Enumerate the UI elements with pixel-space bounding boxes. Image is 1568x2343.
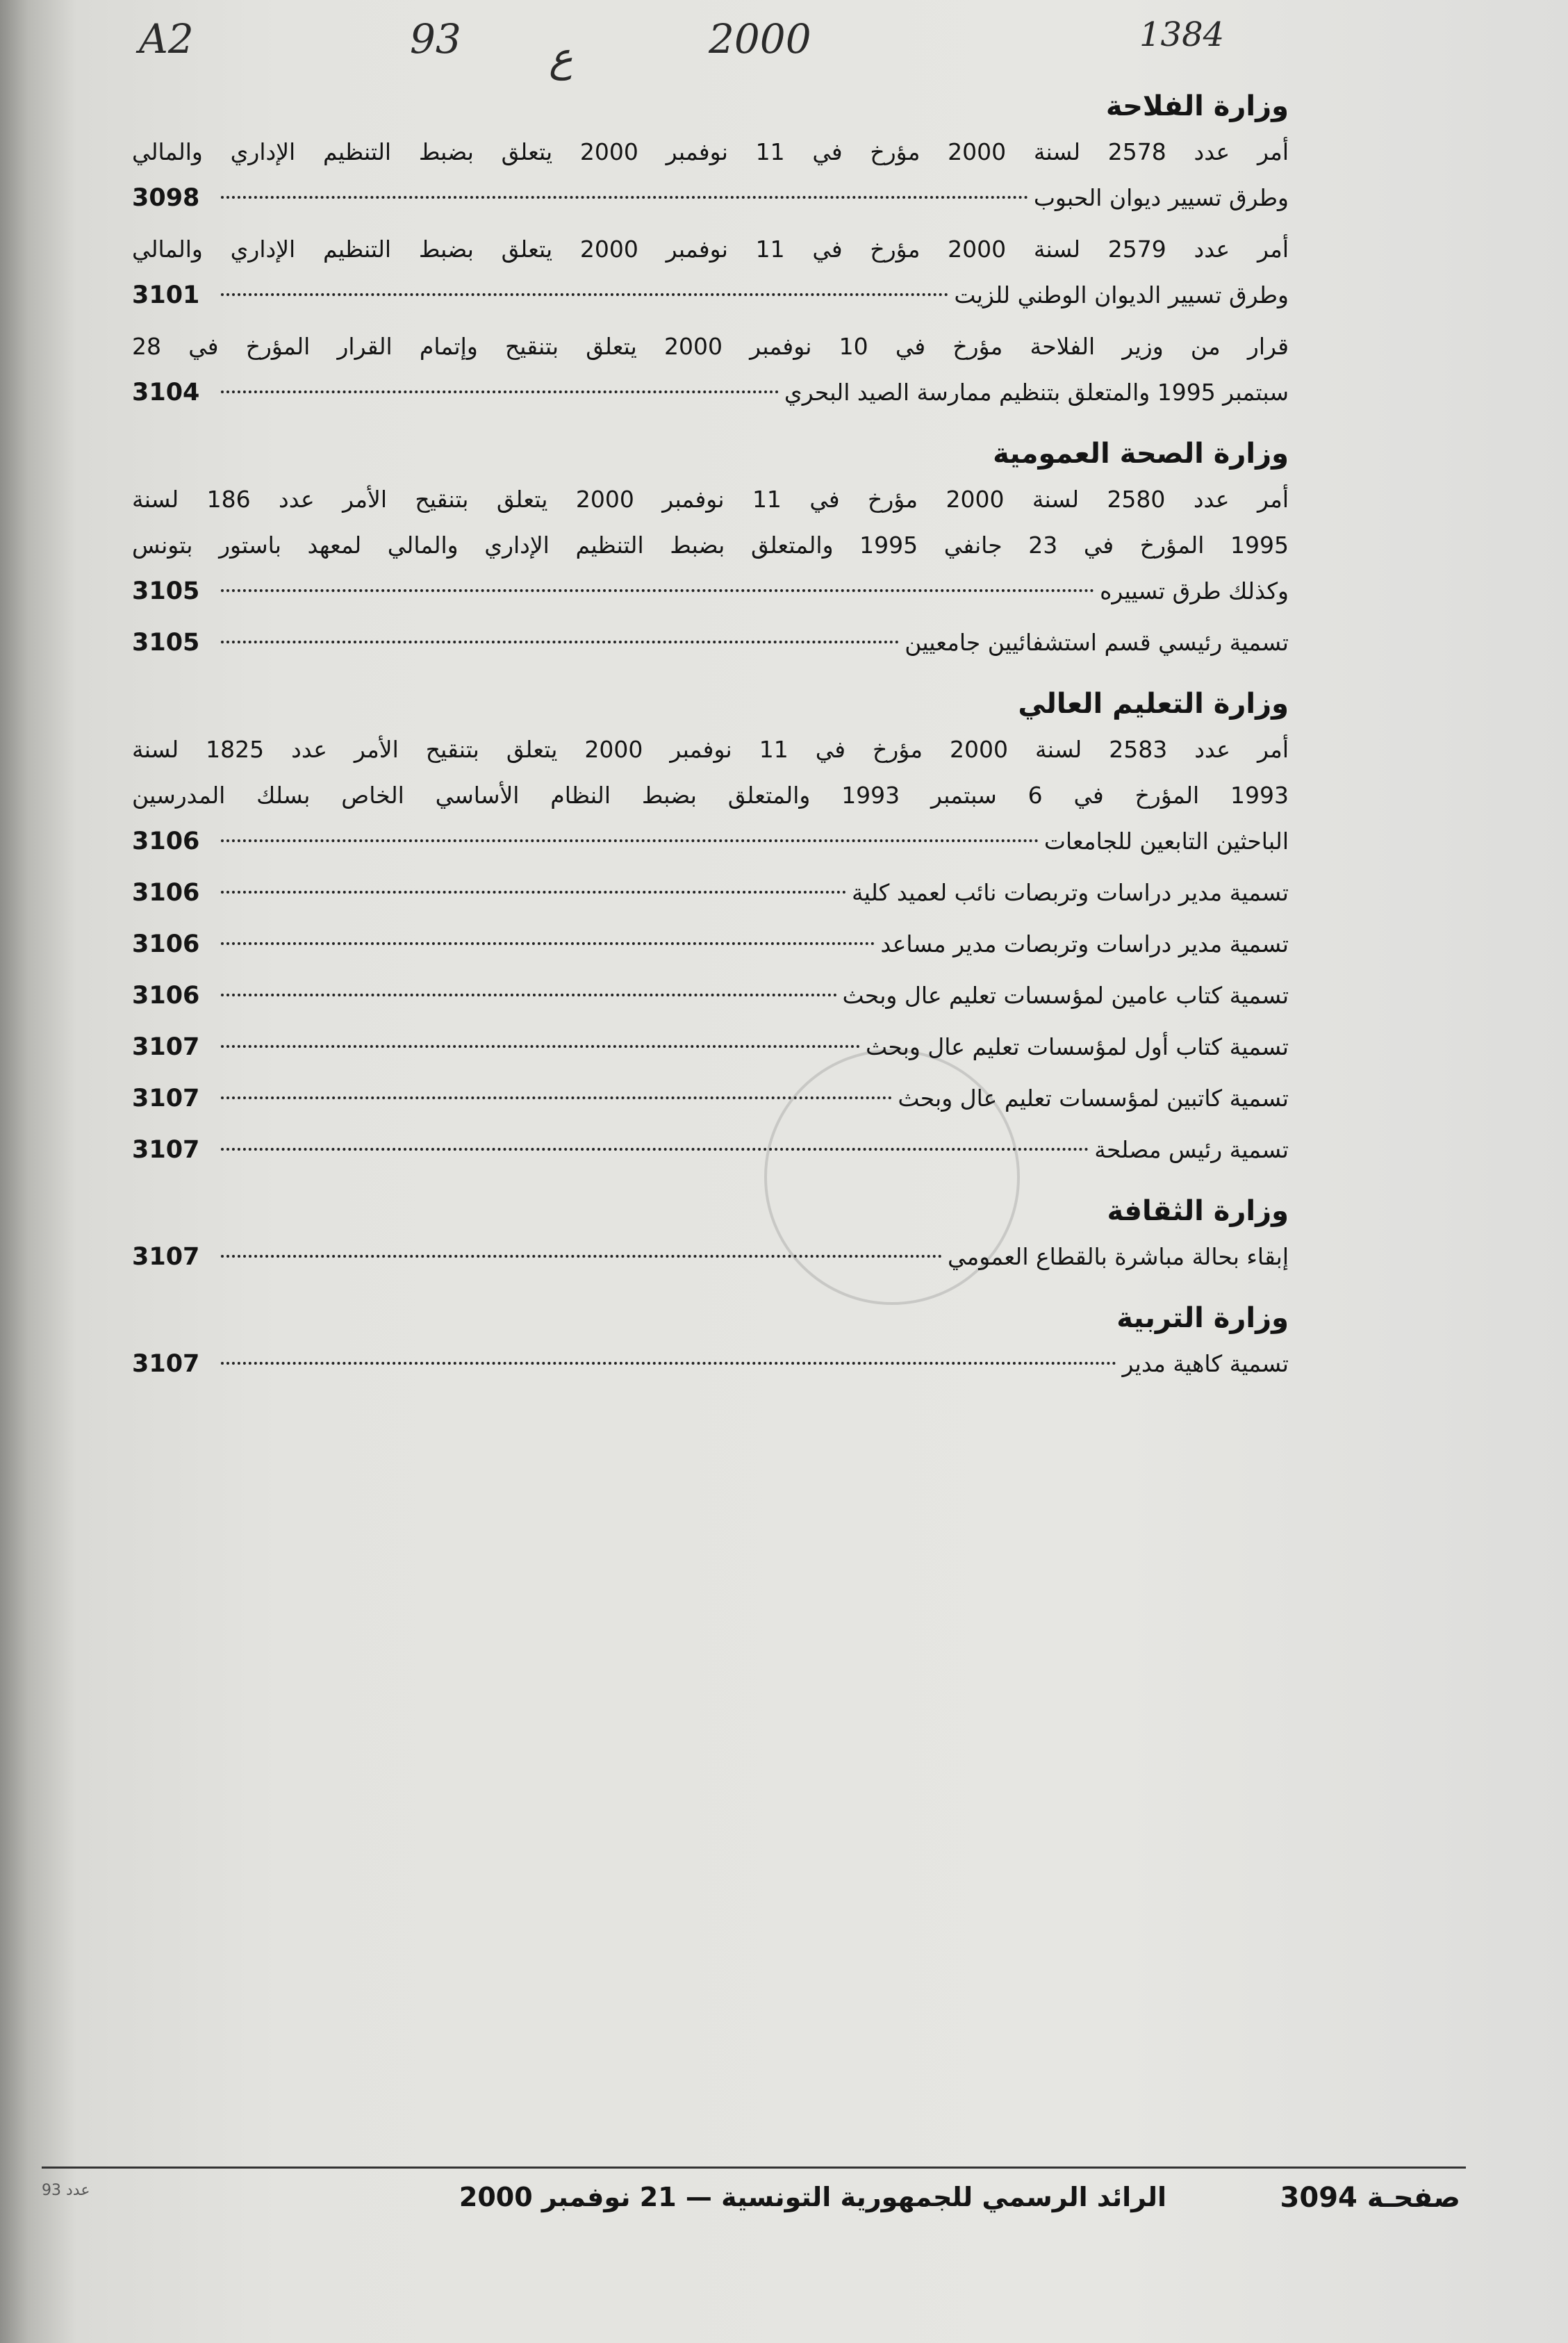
section-heading: وزارة الصحة العمومية [993, 438, 1289, 470]
toc-section [132, 681, 1289, 1188]
entry-title: سبتمبر 1995 والمتعلق بتنظيم ممارسة الصيد البحري [784, 379, 1289, 406]
entry-title: تسمية كاهية مدير [1122, 1350, 1289, 1377]
spacer [132, 614, 1289, 620]
toc-entry[interactable] [132, 921, 1289, 967]
entry-page-number[interactable]: 3098 [132, 184, 200, 212]
section-heading: وزارة الفلاحة [1105, 90, 1289, 122]
spacer [132, 967, 1289, 973]
entry-page-number[interactable]: 3105 [132, 577, 200, 605]
entry-title: تسمية مدير دراسات وتربصات نائب لعميد كلية [852, 879, 1289, 906]
toc-section [132, 83, 1289, 431]
spacer [132, 221, 1289, 227]
entry-title: تسمية رئيس مصلحة [1094, 1136, 1289, 1163]
dot-leader [221, 1096, 892, 1099]
toc-entry[interactable] [132, 477, 1289, 614]
entry-text-line: أمر عدد 2578 لسنة 2000 مؤرخ في 11 نوفمبر 2000 يتعلق بضبط التنظيم الإداري والمالي [132, 138, 1289, 165]
entry-title: تسمية كتاب عامين لمؤسسات تعليم عال وبحث [842, 982, 1289, 1009]
entry-final-line [132, 1076, 1289, 1121]
entry-final-line [132, 568, 1289, 614]
toc-entry[interactable] [132, 1341, 1289, 1387]
toc-entry[interactable] [132, 227, 1289, 318]
dot-leader [221, 891, 846, 894]
spacer [132, 1173, 1289, 1178]
spacer [132, 1121, 1289, 1127]
dot-leader [221, 839, 1039, 842]
toc-entry[interactable] [132, 324, 1289, 416]
handwritten-annotation: 1384 [1139, 15, 1225, 54]
spacer [132, 666, 1289, 671]
section-heading: وزارة التعليم العالي [1018, 688, 1289, 720]
entry-page-number[interactable]: 3105 [132, 629, 200, 657]
spacer [132, 1178, 1289, 1188]
entry-text-line: أمر عدد 2583 لسنة 2000 مؤرخ في 11 نوفمبر 2000 يتعلق بتنقيح الأمر عدد 1825 لسنة [132, 736, 1289, 763]
dot-leader [221, 196, 1028, 199]
entry-final-line [132, 1127, 1289, 1173]
entry-text-line: أمر عدد 2580 لسنة 2000 مؤرخ في 11 نوفمبر 2000 يتعلق بتنقيح الأمر عدد 186 لسنة [132, 486, 1289, 513]
spacer [132, 1387, 1289, 1392]
section-heading: وزارة التربية [1116, 1302, 1289, 1334]
toc-section [132, 1295, 1289, 1402]
entry-final-line [132, 1024, 1289, 1070]
handwritten-annotation: A2 [139, 15, 194, 63]
toc-entry[interactable] [132, 620, 1289, 666]
footer-divider [42, 2167, 1466, 2169]
table-of-contents [132, 83, 1289, 1402]
entry-final-line [132, 819, 1289, 864]
entry-page-number[interactable]: 3106 [132, 982, 200, 1010]
entry-final-line [132, 272, 1289, 318]
entry-text-line: 1993 المؤرخ في 6 سبتمبر 1993 والمتعلق بضبط النظام الأساسي الخاص بسلك المدرسين [132, 782, 1289, 809]
dot-leader [221, 942, 875, 945]
spacer [132, 916, 1289, 921]
spacer [132, 1070, 1289, 1076]
dot-leader [221, 589, 1094, 592]
entry-title: إبقاء بحالة مباشرة بالقطاع العمومي [948, 1243, 1289, 1270]
section-heading: وزارة الثقافة [1107, 1195, 1289, 1227]
toc-entry[interactable] [132, 973, 1289, 1019]
handwritten-annotation: 2000 [709, 15, 811, 63]
dot-leader [221, 293, 948, 296]
toc-entry[interactable] [132, 1024, 1289, 1070]
entry-title: تسمية كاتبين لمؤسسات تعليم عال وبحث [898, 1085, 1289, 1112]
entry-title: تسمية رئيسي قسم استشفائيين جامعيين [905, 629, 1289, 656]
toc-entry[interactable] [132, 129, 1289, 221]
entry-final-line [132, 175, 1289, 221]
entry-final-line [132, 370, 1289, 416]
toc-section [132, 1188, 1289, 1295]
entry-final-line [132, 1234, 1289, 1280]
entry-final-line [132, 973, 1289, 1019]
spacer [132, 1285, 1289, 1295]
spacer [132, 416, 1289, 421]
entry-title: تسمية مدير دراسات وتربصات مدير مساعد [880, 930, 1289, 957]
dot-leader [221, 1148, 1089, 1151]
entry-final-line [132, 921, 1289, 967]
entry-final-line [132, 620, 1289, 666]
dot-leader [221, 1255, 942, 1258]
entry-final-line [132, 870, 1289, 916]
footer-journal-title: الرائد الرسمي للجمهورية التونسية — 21 نوفمبر 2000 [459, 2182, 1167, 2212]
entry-title: تسمية كتاب أول لمؤسسات تعليم عال وبحث [865, 1033, 1289, 1060]
entry-text-line: 1995 المؤرخ في 23 جانفي 1995 والمتعلق بضبط التنظيم الإداري والمالي لمعهد باستور بتونس [132, 532, 1289, 559]
footer-issue-number: عدد 93 [42, 2182, 90, 2199]
footer-page-number: صفحـة 3094 [1280, 2182, 1460, 2214]
spacer [132, 1019, 1289, 1024]
entry-text-line: قرار من وزير الفلاحة مؤرخ في 10 نوفمبر 2000 يتعلق بتنقيح وإتمام القرار المؤرخ في 28 [132, 333, 1289, 360]
spacer [132, 1392, 1289, 1402]
dot-leader [221, 390, 779, 393]
entry-page-number[interactable]: 3107 [132, 1085, 200, 1112]
entry-page-number[interactable]: 3107 [132, 1350, 200, 1378]
dot-leader [221, 641, 899, 643]
spacer [132, 318, 1289, 324]
entry-title: الباحثين التابعين للجامعات [1043, 828, 1289, 855]
entry-final-line [132, 1341, 1289, 1387]
entry-page-number[interactable]: 3107 [132, 1136, 200, 1164]
entry-page-number[interactable]: 3104 [132, 379, 200, 406]
entry-page-number[interactable]: 3106 [132, 828, 200, 855]
dot-leader [221, 1362, 1116, 1365]
toc-entry[interactable] [132, 1076, 1289, 1121]
toc-entry[interactable] [132, 1234, 1289, 1280]
entry-page-number[interactable]: 3101 [132, 281, 200, 309]
entry-page-number[interactable]: 3106 [132, 879, 200, 907]
spacer [132, 1280, 1289, 1285]
spacer [132, 864, 1289, 870]
entry-page-number[interactable]: 3107 [132, 1243, 200, 1271]
entry-title: وكذلك طرق تسييره [1100, 577, 1289, 605]
entry-text-line: أمر عدد 2579 لسنة 2000 مؤرخ في 11 نوفمبر 2000 يتعلق بضبط التنظيم الإداري والمالي [132, 236, 1289, 263]
dot-leader [221, 994, 837, 996]
toc-entry[interactable] [132, 727, 1289, 864]
entry-page-number[interactable]: 3107 [132, 1033, 200, 1061]
entry-title: وطرق تسيير الديوان الوطني للزيت [954, 281, 1289, 309]
entry-page-number[interactable]: 3106 [132, 930, 200, 958]
dot-leader [221, 1045, 860, 1048]
spacer [132, 421, 1289, 431]
handwritten-annotation: 93 [410, 15, 461, 63]
toc-entry[interactable] [132, 870, 1289, 916]
entry-title: وطرق تسيير ديوان الحبوب [1033, 184, 1289, 211]
toc-entry[interactable] [132, 1127, 1289, 1173]
toc-section [132, 431, 1289, 681]
handwritten-annotation: ع [549, 33, 573, 81]
spacer [132, 671, 1289, 681]
